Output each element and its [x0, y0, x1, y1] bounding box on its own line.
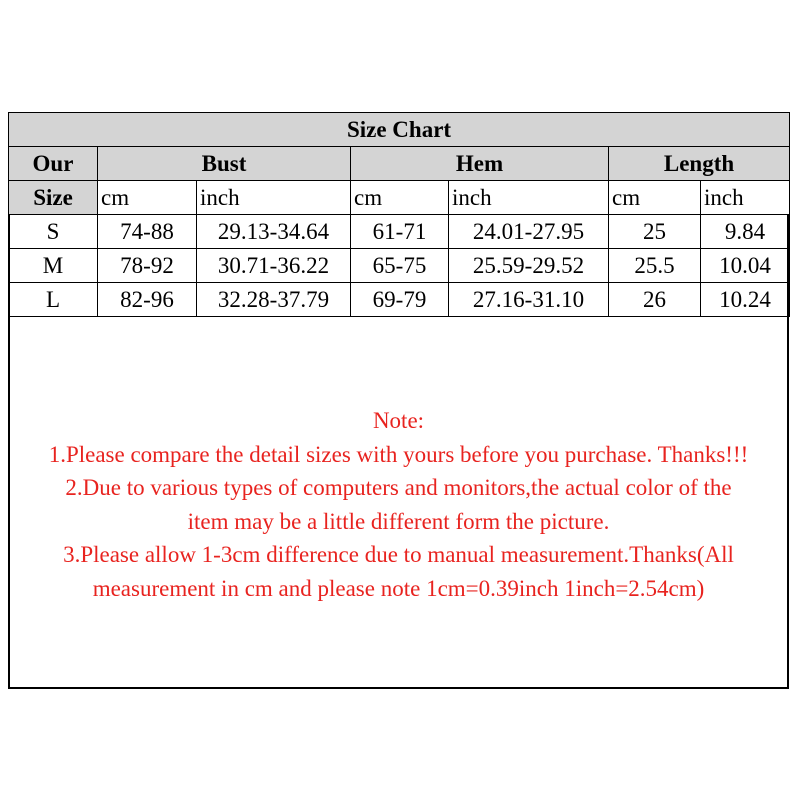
note-line: item may be a little different form the picture.	[187, 508, 610, 534]
hem-unit-inch: inch	[449, 181, 609, 215]
table-title: Size Chart	[9, 113, 790, 147]
hem-inch-cell: 24.01-27.95	[449, 215, 609, 249]
bust-inch-cell: 30.71-36.22	[197, 249, 351, 283]
note-line: 2.Due to various types of computers and monitors,the actual color of the	[65, 475, 732, 500]
hem-cm-cell: 61-71	[351, 215, 449, 249]
length-cm-cell: 26	[609, 283, 701, 317]
length-inch-cell: 10.24	[701, 283, 790, 317]
length-inch-cell: 10.04	[701, 249, 790, 283]
length-cm-cell: 25	[609, 215, 701, 249]
notes-block	[10, 404, 787, 605]
table-row	[9, 283, 790, 317]
length-inch-cell: 9.84	[701, 215, 790, 249]
note-line: 3.Please allow 1-3cm difference due to manual measurement.Thanks(All	[63, 542, 734, 567]
size-header-bottom: Size	[9, 181, 98, 215]
size-chart-table	[8, 112, 790, 317]
unit-header-row	[9, 181, 790, 215]
hem-cm-cell: 65-75	[351, 249, 449, 283]
size-cell: M	[9, 249, 98, 283]
bust-unit-cm: cm	[98, 181, 197, 215]
bust-cm-cell: 78-92	[98, 249, 197, 283]
table-row	[9, 215, 790, 249]
hem-inch-cell: 25.59-29.52	[449, 249, 609, 283]
bust-unit-inch: inch	[197, 181, 351, 215]
length-unit-cm: cm	[609, 181, 701, 215]
bust-inch-cell: 32.28-37.79	[197, 283, 351, 317]
size-cell: L	[9, 283, 98, 317]
note-line: measurement in cm and please note 1cm=0.39inch 1inch=2.54cm)	[92, 575, 705, 601]
note-heading: Note:	[372, 408, 425, 433]
hem-inch-cell: 27.16-31.10	[449, 283, 609, 317]
bust-header: Bust	[98, 147, 351, 181]
length-unit-inch: inch	[701, 181, 790, 215]
hem-header: Hem	[351, 147, 609, 181]
hem-cm-cell: 69-79	[351, 283, 449, 317]
size-cell: S	[9, 215, 98, 249]
table-row	[9, 249, 790, 283]
bust-cm-cell: 82-96	[98, 283, 197, 317]
length-header: Length	[609, 147, 790, 181]
title-row	[9, 113, 790, 147]
size-header-top: Our	[9, 147, 98, 181]
group-header-row	[9, 147, 790, 181]
hem-unit-cm: cm	[351, 181, 449, 215]
bust-inch-cell: 29.13-34.64	[197, 215, 351, 249]
bust-cm-cell: 74-88	[98, 215, 197, 249]
note-line: 1.Please compare the detail sizes with yours before you purchase. Thanks!!!	[48, 441, 749, 467]
length-cm-cell: 25.5	[609, 249, 701, 283]
